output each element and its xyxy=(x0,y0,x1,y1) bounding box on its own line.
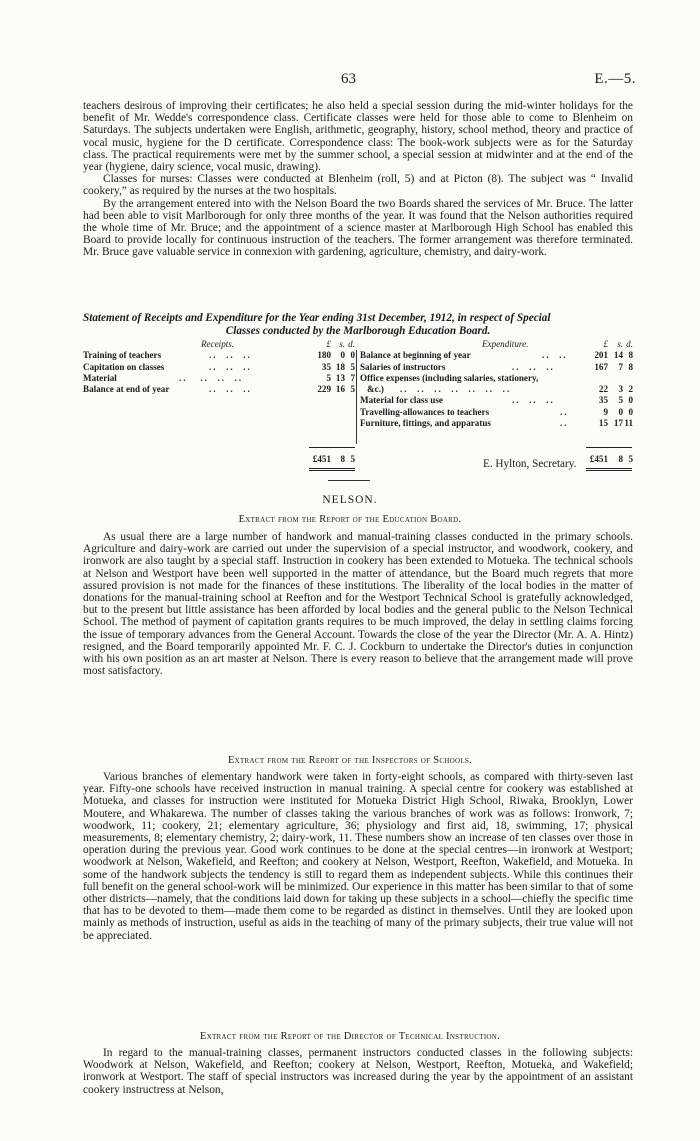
total-double-rule xyxy=(586,470,632,471)
leader-dots: .. .. .. xyxy=(512,395,555,406)
pounds: 201 xyxy=(594,350,608,361)
currency-pence: d. xyxy=(348,339,355,349)
pounds: 229 xyxy=(317,384,331,395)
table-row xyxy=(360,407,633,418)
pounds: £451 xyxy=(589,454,608,464)
subsection-heading: Extract from the Report of the Director of Technical Instruction. xyxy=(199,1031,501,1042)
shillings: 8 xyxy=(618,454,623,464)
intro-section xyxy=(83,100,633,259)
paragraph: teachers desirous of improving their certificates; he also held a special session during the mid-winter holidays for the benefit of Mr. Wedde's correspondence class. Certificate classes were held for those able to come to Blenheim on Saturdays. The subjects undertaken were English, arithmetic, geography, history, school method, theory and practice of vocal music, hygiene for the D certificate. Correspondence class: The book-work subjects were as for the Saturday class. The practical requirements were met by the summer school, a special session at midwinter and at the end of the year (hygiene, dairy science, vocal music, drawing). xyxy=(83,100,633,174)
pence: 5 xyxy=(350,361,355,372)
statement-title xyxy=(83,312,633,337)
shillings: 17 xyxy=(613,418,623,429)
paragraph: Various branches of elementary handwork were taken in forty-eight schools, as compared with thirty-seven last year. Fifty-one schools have received instruction in manual training. A special centre for cookery was established at Motueka, and classes for instruction were instituted for Motueka District High School, Riwaka, Brooklyn, Lower Moutere, and Whakarewa. The number of classes taking the various branches of work was as follows: Ironwork, 7; woodwork, 11; cookery, 21; elementary agriculture, 36; physiology and first aid, 18, swimming, 17; physical measurements, 8; elementary chemistry, 2; dairy-work, 11. These numbers show an increase of ten classes over those in operation during the previous year. Good work continues to be done at the special centres—in ironwork at Westport; woodwork at Nelson, Wakefield, and Reefton; and cookery at Nelson, Westport, Reefton, Wakefield, and Motueka. In some of the handwork subjects the tendency is still to regard them as independent subjects. While this continues their full benefit on the general school-work will be minimized. Our experience in this matter has been similar to that of some other districts—namely, that the conditions laid down for taking up these subjects in a school—chiefly the specific time that has to be devoted to them—made them come to be regarded as distinct in themselves. Until they are looked upon mainly as methods of instruction, useful as aids in the teaching of many of the primary subjects, their true value will not be appreciated. xyxy=(83,771,633,942)
currency-shillings: s. xyxy=(339,339,345,349)
row-label: Training of teachers xyxy=(83,350,162,361)
leader-dots: .. .. .. .. xyxy=(179,372,244,383)
pence: 8 xyxy=(628,361,633,372)
row-label: Balance at end of year xyxy=(83,384,170,395)
table-row xyxy=(360,395,633,406)
pounds: £451 xyxy=(312,454,331,464)
shillings: 3 xyxy=(618,384,623,395)
table-row xyxy=(83,373,355,384)
receipts-heading: Receipts. xyxy=(201,339,235,349)
leader-dots: .. xyxy=(560,406,569,417)
pounds: 35 xyxy=(598,395,608,406)
director-report xyxy=(83,1047,633,1096)
paragraph: In regard to the manual-training classes, permanent instructors conducted classes in the following subjects: Woodwork at Nelson, Wakefield, and Reefton; cookery at Nelson, Westport, Reefton, Motueka, and Wakefield; ironwork at Westport. The staff of special instructors was increased during the year by the appointment of an assistant cookery instructress at Nelson, xyxy=(83,1047,633,1096)
leader-dots: .. .. .. xyxy=(209,361,252,372)
total-rule xyxy=(309,447,355,448)
leader-dots: .. .. .. xyxy=(512,361,555,372)
row-label: Office expenses (including salaries, stationery, xyxy=(360,372,539,383)
table-row xyxy=(360,384,633,395)
pence: 2 xyxy=(628,384,633,395)
pence: 8 xyxy=(628,350,633,361)
shillings: 18 xyxy=(335,361,345,372)
shillings: 7 xyxy=(618,361,623,372)
row-label: Salaries of instructors xyxy=(360,361,446,372)
leader-dots: .. .. .. xyxy=(209,350,252,361)
column-divider xyxy=(356,350,357,444)
currency-pence: d. xyxy=(626,339,633,349)
row-label: Travelling-allowances to teachers xyxy=(360,406,490,417)
row-label: Balance at beginning of year xyxy=(360,350,471,361)
currency-pounds: £ xyxy=(603,339,608,349)
page-number: 63 xyxy=(341,71,356,87)
pence: 5 xyxy=(350,384,355,395)
row-label: Capitation on classes xyxy=(83,361,165,372)
table-row xyxy=(83,362,355,373)
pounds: 5 xyxy=(326,372,331,383)
board-report xyxy=(83,531,633,677)
pounds: 15 xyxy=(598,418,608,429)
page-header xyxy=(0,71,700,89)
table-row xyxy=(360,350,633,361)
table-row xyxy=(83,350,355,361)
statement-title-line: Statement of Receipts and Expenditure for the Year ending 31st December, 1912, in respect of Special xyxy=(83,312,551,324)
receipts-column xyxy=(83,339,355,464)
paragraph: By the arrangement entered into with the Nelson Board the two Boards shared the services of Mr. Bruce. The latter had been able to visit Marlborough for only three months of the year. It was found that the Nelson authorities required the whole time of Mr. Bruce; and the appointment of a science master at Marlborough High School has enabled this Board to provide locally for continuous instruction of the teachers. The former arrangement was therefore terminated. Mr. Bruce gave valuable service in connexion with gardening, agriculture, chemistry, and dairy-work. xyxy=(83,197,633,259)
shillings: 13 xyxy=(335,372,345,383)
signature: E. Hylton, Secretary. xyxy=(483,458,577,470)
table-row xyxy=(360,418,633,429)
pounds: 180 xyxy=(317,350,331,361)
section-separator xyxy=(328,480,370,481)
shillings: 14 xyxy=(613,350,623,361)
pence: 11 xyxy=(624,418,633,429)
table-row xyxy=(360,362,633,373)
leader-dots: .. .. .. xyxy=(209,384,252,395)
row-label: Material xyxy=(83,372,117,383)
receipts-total xyxy=(83,454,355,465)
pence: 0 xyxy=(628,395,633,406)
shillings: 16 xyxy=(335,384,345,395)
total-double-rule xyxy=(309,468,355,469)
paragraph: As usual there are a large number of handwork and manual-training classes conducted in the primary schools. Agriculture and dairy-work are carried out under the supervision of a special instructor, and woodwork, cookery, and ironwork are also taught by a special staff. Instruction in cookery has been extended to Motueka. The technical schools at Nelson and Westport have been well supported in the matter of attendance, but the Board much regrets that more assured provision is not made for the finances of these institutions. The liberality of the local bodies in the matter of donations for the manual-training school at Reefton and for the Westport Technical School is gratefully acknowledged, but to the present but little assistance has been afforded by local bodies and the general public to the Nelson Technical School. The method of payment of capitation grants requires to be much improved, the delay in settling claims forcing the issue of temporary advances from the General Account. Towards the close of the year the Director (Mr. A. A. Hintz) resigned, and the Board temporarily appointed Mr. F. C. J. Cockburn to undertake the Director's duties in conjunction with his own position as an art master at Nelson. There is every reason to believe that the arrangement made will prove most satisfactory. xyxy=(83,531,633,678)
series-reference: E.—5. xyxy=(594,71,636,87)
paragraph: Classes for nurses: Classes were conducted at Blenheim (roll, 5) and at Picton (8). The subject was “ Invalid cookery,” as required by the nurses at the two hospitals. xyxy=(83,173,633,198)
inspectors-report xyxy=(83,771,633,942)
table-row xyxy=(360,373,633,384)
leader-dots: .. xyxy=(560,418,569,429)
pounds: 35 xyxy=(321,361,331,372)
currency-shillings: s. xyxy=(617,339,623,349)
leader-dots: .. .. xyxy=(542,350,568,361)
row-label: Furniture, fittings, and apparatus xyxy=(360,418,491,429)
shillings: 8 xyxy=(340,454,345,464)
pence: 5 xyxy=(628,454,633,464)
total-double-rule xyxy=(309,470,355,471)
total-double-rule xyxy=(586,468,632,469)
shillings: 5 xyxy=(618,395,623,406)
table-row xyxy=(83,384,355,395)
pounds: 22 xyxy=(598,384,608,395)
total-rule xyxy=(586,447,632,448)
pounds: 9 xyxy=(603,406,608,417)
subsection-heading: Extract from the Report of the Inspectors of Schools. xyxy=(227,755,473,766)
section-heading: NELSON. xyxy=(322,494,378,506)
shillings: 0 xyxy=(340,350,345,361)
row-label: &c.) xyxy=(367,384,384,395)
expenditure-heading: Expenditure. xyxy=(482,339,529,349)
subsection-heading: Extract from the Report of the Education Board. xyxy=(238,514,462,525)
pence: 7 xyxy=(350,372,355,383)
row-label: Material for class use xyxy=(360,395,443,406)
statement-title-line: Classes conducted by the Marlborough Education Board. xyxy=(225,324,491,337)
currency-pounds: £ xyxy=(326,339,331,349)
pence: 0 xyxy=(628,406,633,417)
leader-dots: .. .. .. .. .. .. .. xyxy=(400,384,512,395)
pounds: 167 xyxy=(594,361,608,372)
shillings: 0 xyxy=(618,406,623,417)
pence: 5 xyxy=(350,454,355,464)
pence: 0 xyxy=(350,350,355,361)
